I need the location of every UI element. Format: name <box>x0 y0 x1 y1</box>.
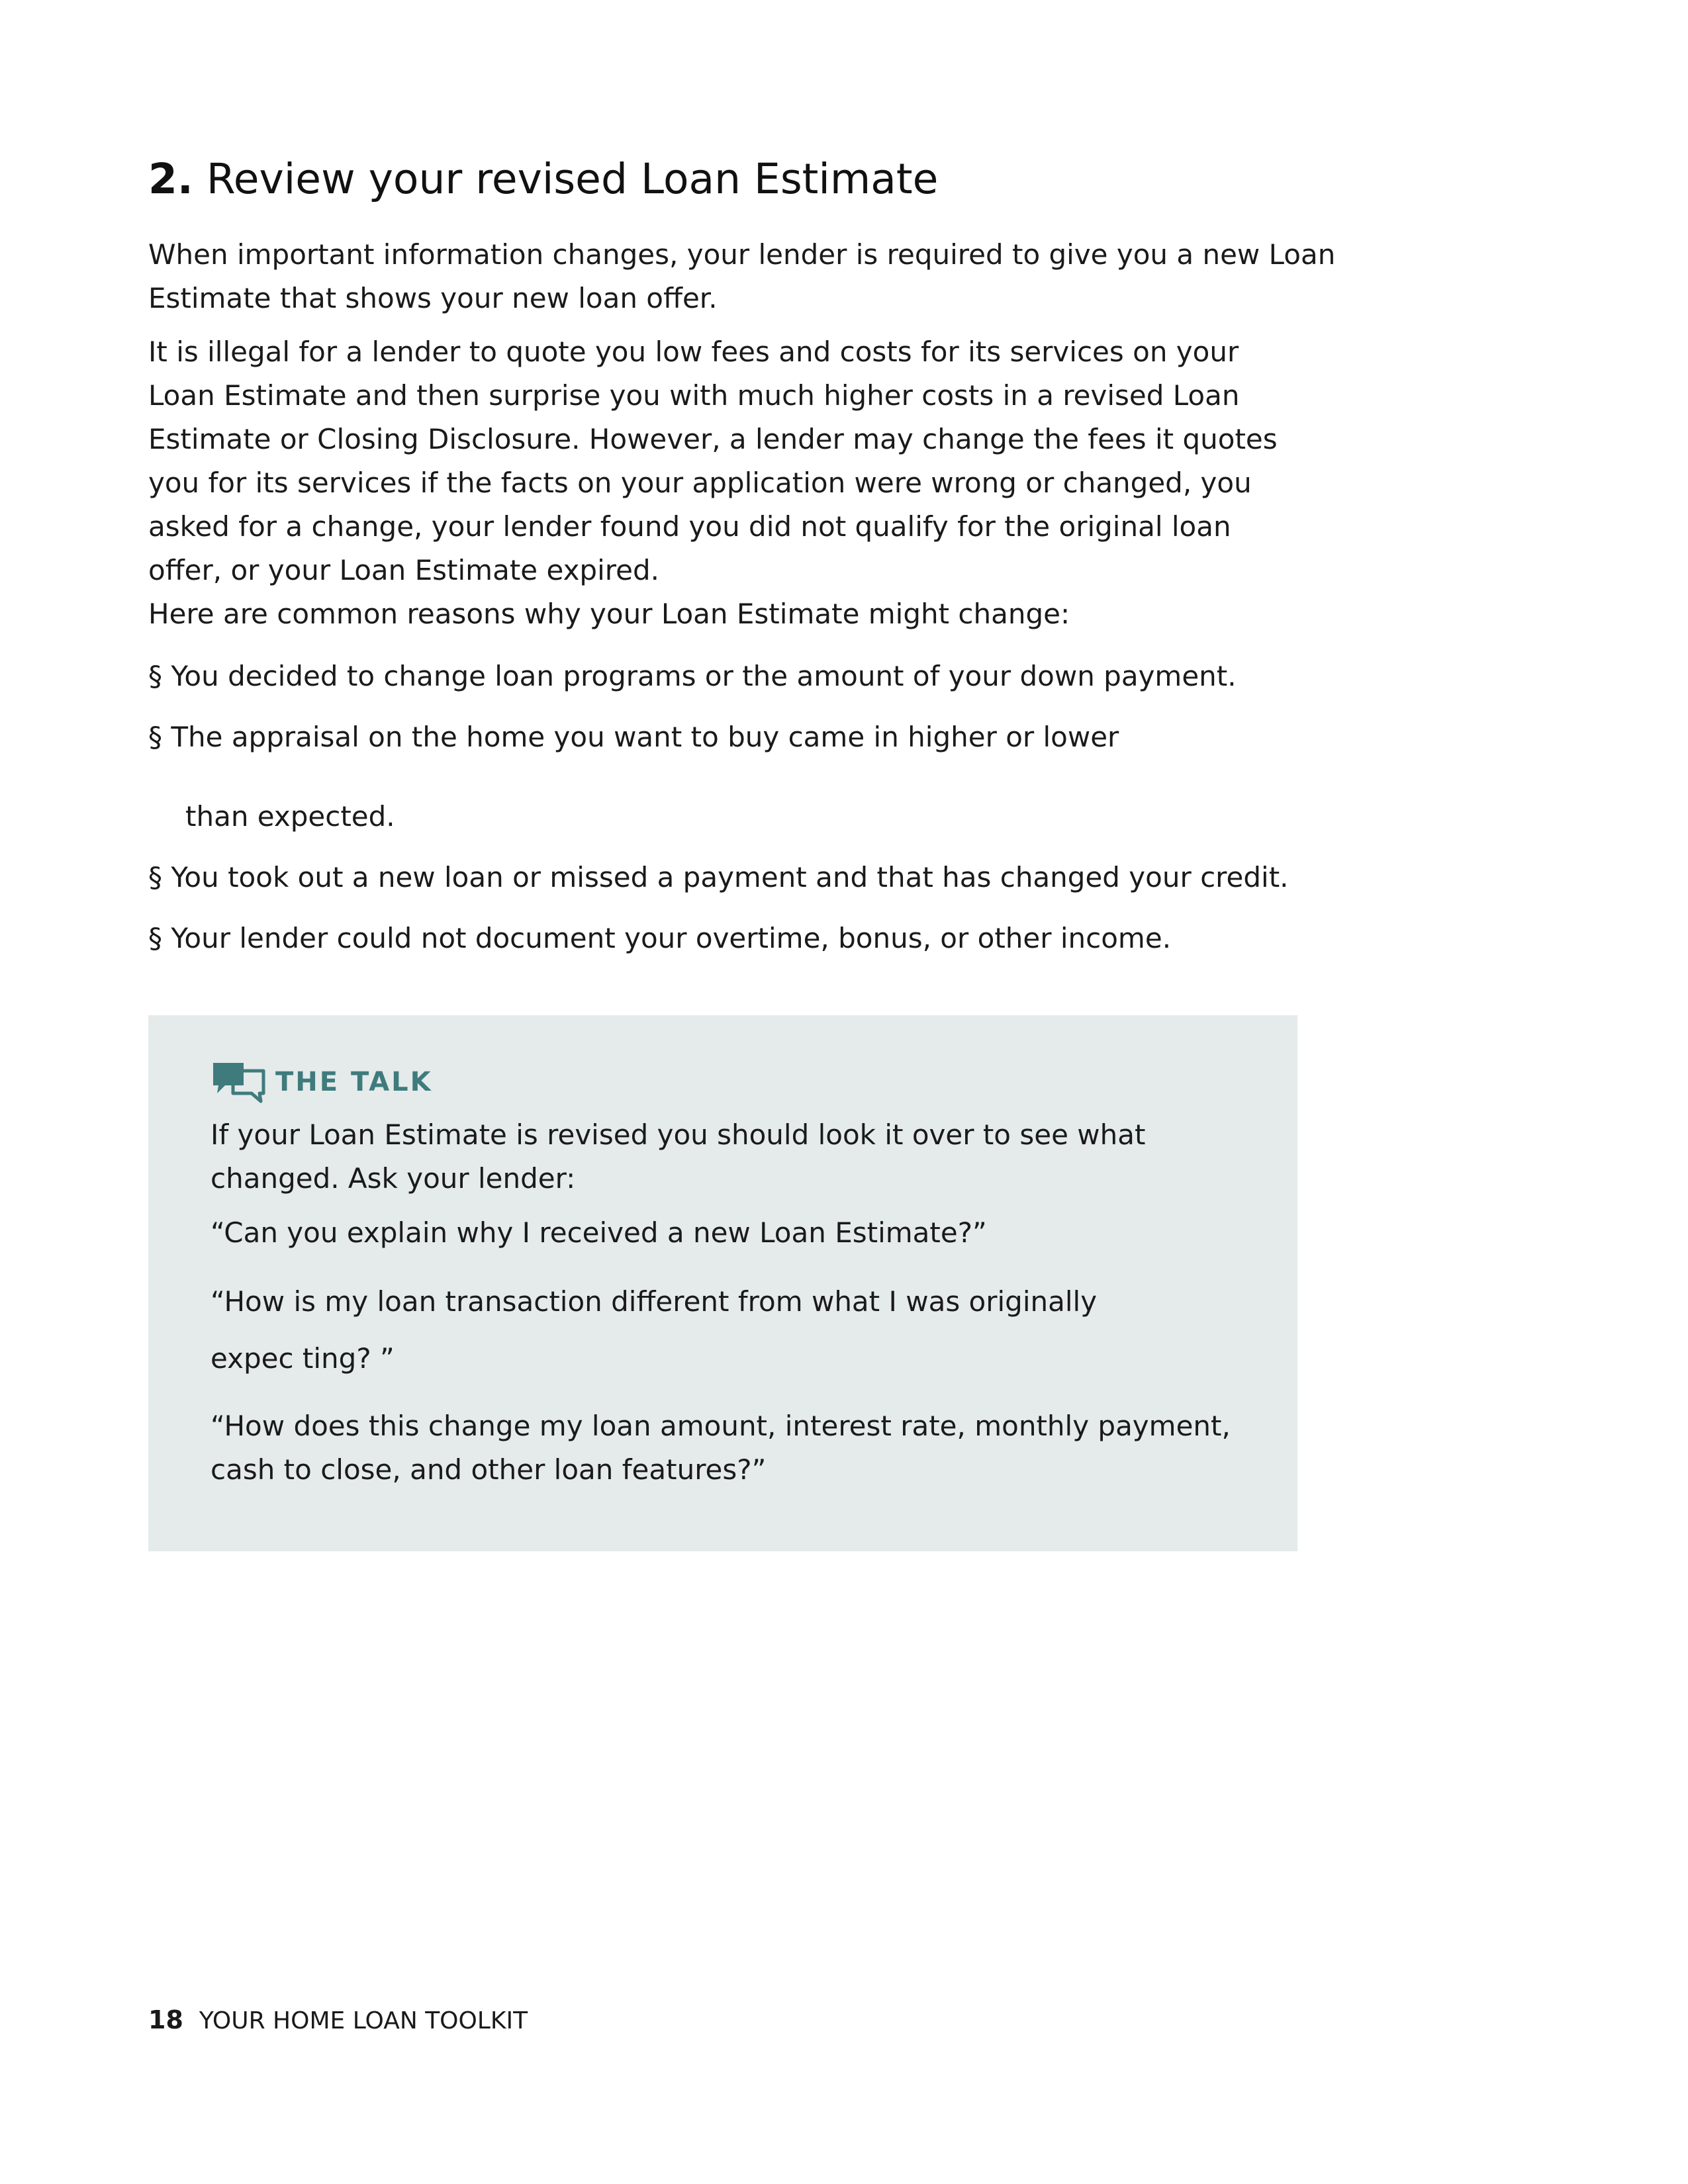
intro-paragraph: When important information changes, your lender is required to give you a new Loan Estimate that shows your new loan offer. <box>148 238 1336 314</box>
speech-bubbles-icon <box>211 1060 267 1104</box>
the-talk-question: “How is my loan transaction different from what I was originally <box>211 1285 1098 1318</box>
the-talk-intro: If your Loan Estimate is revised you should look it over to see what changed. Ask your lender: <box>211 1118 1146 1195</box>
book-title: YOUR HOME LOAN TOOLKIT <box>199 2007 528 2034</box>
reason-item: § The appraisal on the home you want to buy came in higher or lower <box>148 721 1119 753</box>
page-number: 18 <box>148 2005 183 2034</box>
reason-item: § Your lender could not document your overtime, bonus, or other income. <box>148 922 1172 954</box>
section-title: Review your revised Loan Estimate <box>206 155 939 203</box>
the-talk-question: “Can you explain why I received a new Loan Estimate?” <box>211 1216 987 1249</box>
section-number: 2. <box>148 155 193 203</box>
reason-item: § You took out a new loan or missed a payment and that has changed your credit. <box>148 861 1289 893</box>
the-talk-question-continuation: expec ting? ” <box>211 1342 395 1375</box>
the-talk-callout <box>148 1015 1297 1551</box>
reasons-intro: Here are common reasons why your Loan Estimate might change: <box>148 598 1070 630</box>
reason-item: § You decided to change loan programs or the amount of your down payment. <box>148 660 1237 692</box>
reason-item-continuation: than expected. <box>185 800 395 833</box>
the-talk-title: THE TALK <box>275 1067 433 1097</box>
page-footer <box>148 2001 528 2040</box>
the-talk-question: “How does this change my loan amount, interest rate, monthly payment, cash to close, and other loan features?” <box>211 1410 1231 1486</box>
the-talk-header <box>211 1059 433 1105</box>
illegal-fees-paragraph: It is illegal for a lender to quote you low fees and costs for its services on your Loan Estimate and then surprise you with much higher costs in a revised Loan Estimate or Closing Disclosure. However, a lender may change the fees it quotes you for its services if the facts on your application were wrong or changed, you asked for a change, your lender found you did not qualify for the original loan offer, or your Loan Estimate expired. <box>148 336 1278 586</box>
section-heading <box>148 150 938 209</box>
